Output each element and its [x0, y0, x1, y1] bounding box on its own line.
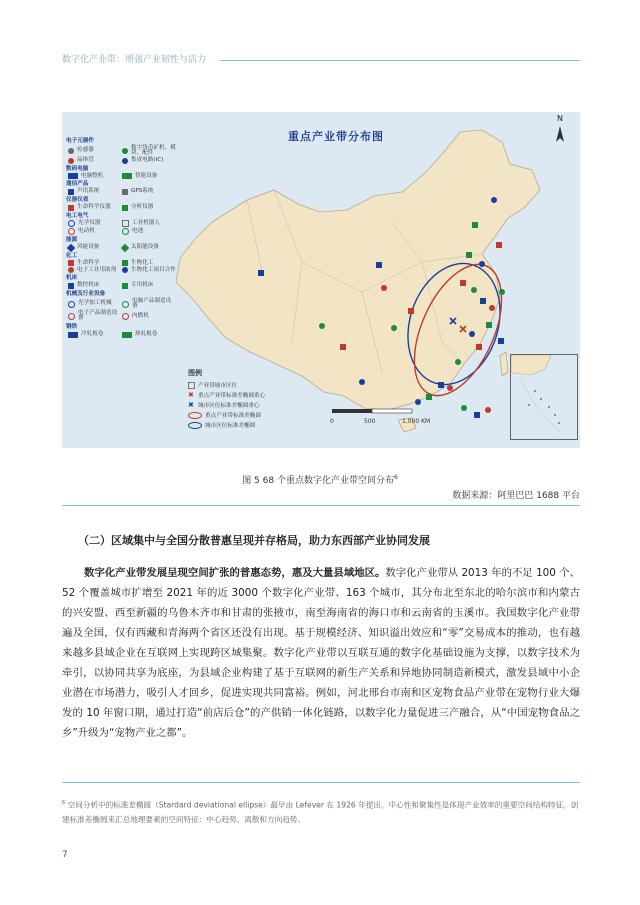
- legend-swatch-icon: [122, 301, 129, 308]
- legend-group-title: 仪器仪表: [66, 196, 89, 203]
- legend-item: [68, 311, 122, 322]
- north-label: N: [557, 114, 563, 123]
- north-arrow-icon: [554, 122, 566, 144]
- legend-item: [68, 189, 122, 195]
- caption-prefix: 图 5: [242, 476, 260, 486]
- legend-swatch-icon: [122, 228, 129, 235]
- legend-row: [68, 260, 176, 266]
- legend-row: [68, 146, 176, 157]
- legend-label: 电脑整机: [81, 172, 104, 179]
- legend-swatch-icon: [68, 189, 74, 195]
- legend-item: [122, 299, 176, 310]
- data-source: 数据来源：阿里巴巴 1688 平台: [452, 491, 580, 501]
- legend-group-title: 通信产品: [66, 181, 89, 188]
- legend-label: 热轧板卷: [135, 330, 158, 337]
- legend-swatch-icon: [122, 220, 129, 227]
- legend-group-title: 钢铁: [66, 323, 78, 330]
- header-rule: [220, 60, 580, 61]
- inset-map: [511, 355, 577, 439]
- body-paragraph: [62, 563, 580, 743]
- legend-row: [68, 311, 176, 322]
- legend-item: [122, 158, 176, 164]
- inner-legend-label: 城市区位标准差椭圆重心: [198, 403, 260, 409]
- legend-swatch-icon: [122, 313, 129, 320]
- legend-label: 智能设备: [135, 172, 158, 179]
- legend-label: 专用机床: [131, 282, 154, 289]
- legend-swatch-icon: [122, 205, 128, 211]
- inner-legend-label: 重点产业带标准差椭圆重心: [198, 393, 266, 399]
- legend-swatch-icon: [122, 332, 132, 338]
- legend-item: [68, 301, 122, 308]
- legend-group-title: 数码电脑: [66, 165, 89, 172]
- legend-item: [122, 260, 176, 266]
- north-arrow: [554, 114, 566, 144]
- legend-swatch-icon: [68, 148, 74, 154]
- legend-label: 生物化工: [131, 259, 154, 266]
- legend-swatch-icon: [122, 267, 128, 273]
- legend-label: 数字货币矿机、模块、配件: [131, 144, 176, 157]
- legend-item: [122, 146, 176, 157]
- legend-group-title: 电子元器件: [66, 138, 94, 144]
- legend-swatch-icon: [68, 205, 74, 211]
- blue-ellipse-icon: [188, 422, 202, 429]
- inner-legend-item: [188, 411, 308, 419]
- legend-label: 光学加工机械: [78, 300, 112, 307]
- legend-swatch-icon: [67, 244, 75, 252]
- legend-row: [68, 158, 176, 164]
- red-cross-icon: ✖: [188, 391, 194, 399]
- body-text: 数字化产业带从 2013 年的不足 100 个、52 个覆盖城市扩增至 2021 年的近 3000 个数字化产业带、163 个城市，其分布北至东北的哈尔滨市和内蒙古的兴安盟、西至新疆的乌鲁木齐市和甘肃的张掖市，南至海南省的海口市和云南省的玉溪市。我国数字化产业带遍及全国，仅有西藏和青海两个省区还没有出现。基于规模经济、知识溢出效应和“零”交易成本的推动，也有越来越多县域企业在互联网上实现跨区域集聚。数字化产业带以互联互通的数字化基础设施为支撑，以数字技术为牵引，以协同共享为底座，为县域企业构建了基于互联网的新生产关系和异地协同制造新模式，激发县域中小企业潜在市场潜力，吸引人才回乡，促进实现共同富裕。例如，河北邢台市南和区宠物食品产业带在宠物行业大爆发的 10 年窗口期，通过打造“前店后仓”的产供销一体化链路，以数字化力量促进三产融合，从“中国宠物食品之乡”升级为“宠物产业之都”。: [62, 567, 580, 739]
- legend-swatch-icon: [68, 228, 75, 235]
- legend-label: 冷轧板卷: [81, 330, 104, 337]
- legend-item: [68, 228, 122, 235]
- inner-legend-label: 产业带城市区位: [198, 383, 238, 389]
- legend-item: [122, 267, 176, 273]
- legend-group-title: 化工: [66, 252, 78, 259]
- footnote: [62, 796, 580, 827]
- footnote-text: 空间分析中的标准差椭圆（Stardard deviational ellipse）最早由 Lefever 在 1926 年提出。中心性和聚集性是体现产业效率的重要空间结构特征。创建标准差椭圆来汇总地理要素的空间特征：中心趋势、离散和方向趋势。: [62, 800, 579, 824]
- legend-label: 数控机床: [77, 282, 100, 289]
- south-china-sea-inset: [510, 354, 578, 440]
- inner-legend-item: [188, 421, 308, 429]
- legend-label: 传感器: [77, 147, 94, 154]
- legend-row: [68, 332, 176, 338]
- legend-row: [68, 228, 176, 235]
- inner-legend-label: 城市区位标准差椭圆: [205, 423, 256, 429]
- running-header: 数字化产业带：增强产业韧性与活力: [62, 55, 207, 65]
- legend-swatch-icon: [68, 332, 78, 338]
- blue-cross-icon: ✖: [188, 401, 194, 409]
- footnote-ref: 6: [62, 800, 66, 806]
- caption-text: 68 个重点数字化产业带空间分布: [262, 476, 394, 486]
- legend-label: 工业机器人: [132, 219, 160, 226]
- legend-swatch-icon: [68, 173, 78, 179]
- taiwan-island: [500, 352, 508, 376]
- scale-label-500: 500: [364, 418, 376, 425]
- section-title: （二）区域集中与全国分散普惠呈现并存格局，助力东西部产业协同发展: [78, 534, 430, 547]
- legend-swatch-icon: [68, 158, 74, 164]
- legend-swatch-icon: [68, 220, 75, 227]
- legend-item: [68, 173, 122, 179]
- legend-label: 风能设备: [77, 243, 100, 250]
- red-ellipse-icon: [188, 412, 202, 419]
- legend-item: [68, 332, 122, 338]
- legend-label: GPS系统: [131, 188, 154, 195]
- legend-item: [122, 205, 176, 211]
- legend-swatch-icon: [68, 313, 75, 320]
- legend-label: 晶体管: [77, 156, 94, 163]
- legend-row: [68, 220, 176, 227]
- legend-swatch-icon: [68, 260, 74, 266]
- figure-rule: [62, 505, 580, 506]
- legend-item: [68, 148, 122, 154]
- inner-legend-title: 图例: [188, 369, 202, 377]
- legend-item: [68, 205, 122, 211]
- legend-label: 声讯系统: [77, 188, 100, 195]
- legend-swatch-icon: [122, 283, 128, 289]
- legend-group-title: 电工电气: [66, 212, 89, 219]
- legend-swatch-icon: [68, 301, 75, 308]
- legend-group-title: 能源: [66, 237, 78, 244]
- legend-swatch-icon: [122, 189, 128, 195]
- page-number: 7: [62, 850, 68, 860]
- legend-label: 光学仪器: [78, 219, 101, 226]
- legend-group-title: 机械及行业设备: [66, 290, 106, 297]
- legend-item: [68, 267, 122, 273]
- legend-swatch-icon: [122, 173, 132, 179]
- legend-swatch-icon: [122, 148, 128, 154]
- legend-label: 生命科学: [77, 259, 100, 266]
- legend-label: 分析仪器: [131, 203, 154, 210]
- legend-row: [68, 205, 176, 211]
- legend-swatch-icon: [68, 267, 74, 273]
- legend-label: 生物化工项目合作: [131, 266, 176, 273]
- legend-item: [68, 245, 122, 251]
- legend-row: [68, 267, 176, 273]
- legend-item: [122, 245, 176, 251]
- footnote-rule: [62, 782, 580, 783]
- legend-swatch-icon: [121, 244, 129, 252]
- legend-label: 生命科学仪器: [77, 203, 111, 210]
- map-figure: [62, 112, 580, 448]
- legend-row: [68, 189, 176, 195]
- map-legend: [66, 136, 176, 339]
- square-outline-icon: [188, 382, 195, 389]
- inner-legend-label: 重点产业带标准差椭圆: [205, 413, 261, 419]
- figure-caption: [0, 473, 640, 486]
- legend-label: 电动机: [78, 227, 95, 234]
- legend-item: [122, 228, 176, 235]
- caption-footnote-ref: 6: [393, 474, 398, 481]
- legend-item: [68, 220, 122, 227]
- scale-label-1000: 1,000 KM: [402, 418, 431, 425]
- legend-row: [68, 283, 176, 289]
- legend-item: [122, 220, 176, 227]
- legend-item: [122, 283, 176, 289]
- legend-label: 电子产品制造设备: [78, 309, 118, 322]
- legend-row: [68, 299, 176, 310]
- legend-swatch-icon: [122, 158, 128, 164]
- legend-group-title: 机床: [66, 275, 78, 282]
- legend-swatch-icon: [68, 283, 74, 289]
- inner-legend: [188, 368, 308, 431]
- legend-item: [68, 158, 122, 164]
- legend-item: [122, 189, 176, 195]
- legend-swatch-icon: [122, 260, 128, 266]
- legend-label: 电子工业用助剂: [77, 266, 117, 273]
- scale-bar-graphic: [332, 408, 432, 416]
- legend-item: [68, 260, 122, 266]
- legend-label: 太阳能设备: [131, 243, 159, 250]
- legend-label: 电池: [132, 227, 144, 234]
- scale-bar: [326, 408, 466, 438]
- legend-item: [122, 173, 176, 179]
- legend-item: [68, 283, 122, 289]
- inner-legend-item: [188, 381, 308, 389]
- scale-label-0: 0: [330, 418, 334, 425]
- map-title: 重点产业带分布图: [288, 130, 384, 143]
- legend-label: 集成电路(IC): [131, 156, 164, 163]
- legend-label: 电脑产品制造设备: [132, 297, 172, 310]
- legend-label: 内燃机: [132, 312, 149, 319]
- inner-legend-item: [188, 391, 308, 399]
- lead-sentence: 数字化产业带发展呈现空间扩张的普惠态势，惠及大量县域地区。: [84, 567, 386, 579]
- legend-row: [68, 245, 176, 251]
- legend-item: [122, 313, 176, 320]
- legend-item: [122, 332, 176, 338]
- inner-legend-item: [188, 401, 308, 409]
- legend-row: [68, 173, 176, 179]
